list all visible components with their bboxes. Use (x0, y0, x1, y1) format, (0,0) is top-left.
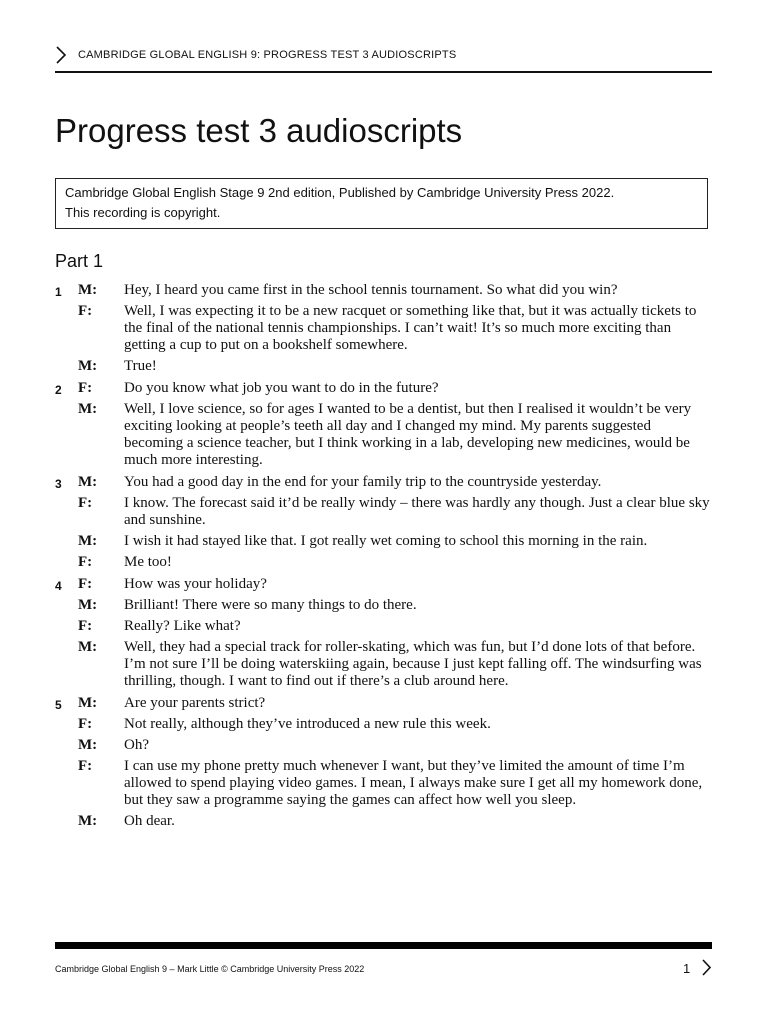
chevron-right-icon[interactable] (701, 959, 712, 976)
spoken-text: Oh dear. (124, 813, 175, 829)
speaker-label: F: (78, 495, 93, 511)
part-heading: Part 1 (55, 251, 104, 271)
item-number (55, 758, 78, 761)
dialogue-line (55, 695, 712, 712)
speaker-label: M: (78, 533, 98, 549)
item-number (55, 533, 78, 536)
speaker-label: M: (78, 639, 98, 655)
dialogue-line (55, 716, 712, 733)
dialogue-line (55, 533, 712, 550)
page-number: 1 (683, 961, 691, 976)
spoken-text: I can use my phone pretty much whenever I want, but they’ve limited the amount of time I’m allowed to spend playing video games. I mean, I always make sure I get all my homework done, but they saw a programme saying the games can affect how well you sleep. (124, 758, 703, 808)
spoken-text: Oh? (124, 737, 149, 753)
spoken-text: Well, they had a special track for roller-skating, which was fun, but I’d done lots of that before. I’m not sure I’ll be doing waterskiing again, because I just kept falling off. The windsurfing was thrilling, though. I want to find out if there’s a club around here. (124, 639, 702, 689)
spoken-text: Are your parents strict? (124, 695, 266, 711)
page-header (55, 46, 712, 74)
speaker-label: M: (78, 358, 98, 374)
dialogue-item (55, 576, 712, 690)
speaker-label: F: (78, 303, 93, 319)
notice-line-2: This recording is copyright. (65, 205, 221, 220)
spoken-text: I wish it had stayed like that. I got really wet coming to school this morning in the rain. (124, 533, 648, 549)
dialogue-item (55, 474, 712, 571)
item-number (55, 618, 78, 621)
speaker-label: M: (78, 597, 98, 613)
dialogue-item (55, 695, 712, 830)
dialogue-line (55, 380, 712, 397)
item-number (55, 597, 78, 600)
speaker-label: F: (78, 576, 93, 592)
dialogue-line (55, 282, 712, 299)
spoken-text: Not really, although they’ve introduced a new rule this week. (124, 716, 491, 732)
spoken-text: How was your holiday? (124, 576, 267, 592)
spoken-text: Me too! (124, 554, 172, 570)
dialogue-line (55, 737, 712, 754)
spoken-text: Brilliant! There were so many things to do there. (124, 597, 417, 613)
dialogue-item (55, 282, 712, 375)
spoken-text: You had a good day in the end for your family trip to the countryside yesterday. (124, 474, 602, 490)
page-title: Progress test 3 audioscripts (55, 112, 463, 149)
item-number (55, 639, 78, 642)
dialogue-line (55, 554, 712, 571)
spoken-text: True! (124, 358, 157, 374)
speaker-label: M: (78, 282, 98, 298)
header-divider (55, 71, 712, 73)
dialogue-line (55, 303, 712, 354)
item-number (55, 554, 78, 557)
speaker-label: F: (78, 618, 93, 634)
speaker-label: F: (78, 716, 93, 732)
dialogue-item (55, 380, 712, 469)
speaker-label: M: (78, 474, 98, 490)
item-number: 4 (55, 579, 62, 593)
speaker-label: F: (78, 380, 93, 396)
dialogue-line (55, 358, 712, 375)
dialogue-line (55, 576, 712, 593)
dialogue-line (55, 639, 712, 690)
item-number: 3 (55, 477, 62, 491)
item-number: 5 (55, 698, 62, 712)
item-number: 2 (55, 383, 62, 397)
item-number (55, 737, 78, 740)
dialogue-line (55, 474, 712, 491)
dialogue-line (55, 758, 712, 809)
dialogue-line (55, 618, 712, 635)
speaker-label: M: (78, 401, 98, 417)
dialogue-line (55, 597, 712, 614)
item-number (55, 303, 78, 306)
item-number (55, 358, 78, 361)
item-number (55, 495, 78, 498)
spoken-text: Do you know what job you want to do in the future? (124, 380, 439, 396)
dialogue-list (55, 282, 712, 835)
dialogue-line (55, 495, 712, 529)
speaker-label: F: (78, 758, 93, 774)
spoken-text: Well, I love science, so for ages I wanted to be a dentist, but then I realised it wouldn’t be very exciting looking at people’s teeth all day and I changed my mind. My parents suggested becoming a science teacher, but I think working in a lab, developing new medicines, would be much more interesting. (124, 401, 692, 468)
speaker-label: M: (78, 737, 98, 753)
item-number: 1 (55, 285, 62, 299)
item-number (55, 716, 78, 719)
dialogue-line (55, 813, 712, 830)
spoken-text: I know. The forecast said it’d be really windy – there was hardly any though. Just a clear blue sky and sunshine. (124, 495, 710, 528)
speaker-label: M: (78, 695, 98, 711)
header-title: CAMBRIDGE GLOBAL ENGLISH 9: PROGRESS TEST 3 AUDIOSCRIPTS (78, 49, 457, 61)
dialogue-line (55, 401, 712, 469)
footer-credit: Cambridge Global English 9 – Mark Little © Cambridge University Press 2022 (55, 964, 365, 974)
notice-line-1: Cambridge Global English Stage 9 2nd edition, Published by Cambridge University Press 2022. (65, 185, 615, 200)
copyright-notice-box (55, 178, 708, 229)
spoken-text: Really? Like what? (124, 618, 241, 634)
footer-divider (55, 942, 712, 949)
chevron-right-icon (55, 46, 67, 64)
item-number (55, 401, 78, 404)
speaker-label: F: (78, 554, 93, 570)
item-number (55, 813, 78, 816)
speaker-label: M: (78, 813, 98, 829)
spoken-text: Hey, I heard you came first in the school tennis tournament. So what did you win? (124, 282, 618, 298)
spoken-text: Well, I was expecting it to be a new racquet or something like that, but it was actually tickets to the final of the national tennis championships. I can’t wait! It’s so much more exciting than getting a cup to put on a bookshelf somewhere. (124, 303, 697, 353)
